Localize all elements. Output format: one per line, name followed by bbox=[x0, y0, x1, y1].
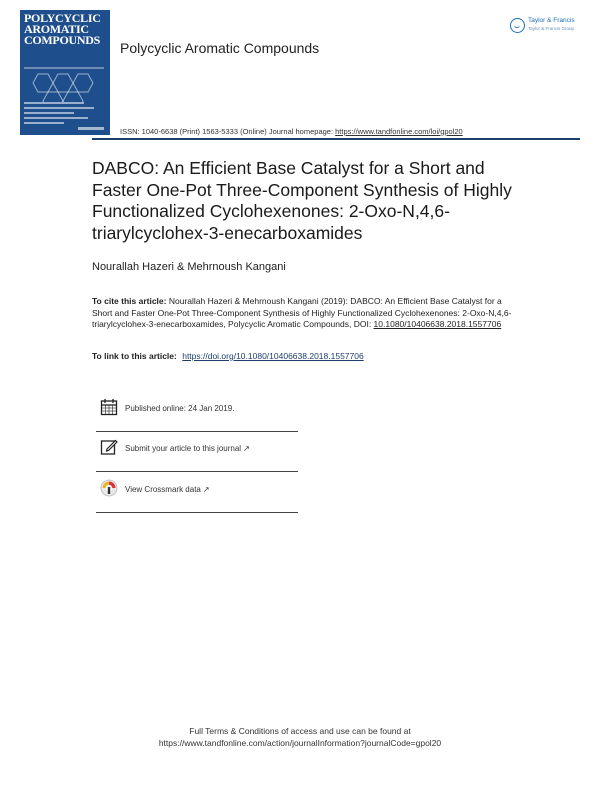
footer-terms bbox=[0, 725, 600, 749]
row-divider bbox=[96, 471, 298, 472]
row-divider bbox=[96, 512, 298, 513]
footer-terms-link[interactable]: https://www.tandfonline.com/action/journalInformation?journalCode=gpol20 bbox=[158, 738, 442, 748]
link-label: To link to this article: bbox=[92, 351, 180, 361]
article-title: DABCO: An Efficient Base Catalyst for a Short and Faster One-Pot Three-Component Synthesis of Highly Functionalized Cyclohexenones: 2-Oxo-N,4,6-triarylcyclohex-3-enecarboxamides bbox=[92, 158, 512, 243]
article-doi-url-link[interactable]: https://doi.org/10.1080/10406638.2018.1557706 bbox=[182, 351, 364, 361]
citation-text: Nourallah Hazeri & Mehrnoush Kangani (2019): DABCO: An Efficient Base Catalyst for a Short and Faster One-Pot Three-Component Synthesis of Highly Functionalized Cyclohexenones: 2-Oxo-N,4,6-triarylcyclohex-3-enecarboxamides, Polycyclic Aromatic Compounds, DOI: bbox=[92, 296, 512, 329]
issn-text: ISSN: 1040-6638 (Print) 1563-5333 (Online) Journal homepage: bbox=[120, 127, 336, 136]
footer-terms-text: Full Terms & Conditions of access and use can be found at bbox=[189, 726, 411, 736]
journal-title: Polycyclic Aromatic Compounds bbox=[120, 40, 320, 56]
crossmark-link[interactable]: View Crossmark data ↗ bbox=[125, 485, 210, 494]
cover-title: POLYCYCLIC AROMATIC COMPOUNDS bbox=[24, 11, 101, 47]
external-link-icon: ↗ bbox=[202, 485, 210, 494]
cover-info-lines bbox=[24, 102, 94, 127]
taylor-francis-logo[interactable] bbox=[510, 16, 582, 36]
submit-article-link[interactable]: Submit your article to this journal ↗ bbox=[125, 444, 250, 453]
journal-cover-image bbox=[20, 10, 110, 135]
header-divider bbox=[92, 138, 580, 140]
taylor-francis-logo-icon bbox=[510, 18, 525, 33]
publisher-name: Taylor & Francis bbox=[528, 17, 575, 24]
external-link-icon: ↗ bbox=[243, 444, 250, 453]
article-link-line bbox=[92, 351, 364, 361]
edit-icon bbox=[100, 438, 118, 456]
hexagon-pattern-icon bbox=[20, 70, 110, 102]
row-divider bbox=[96, 431, 298, 432]
article-authors: Nourallah Hazeri & Mehrnoush Kangani bbox=[92, 261, 286, 273]
published-online-row bbox=[96, 398, 298, 438]
crossmark-row[interactable] bbox=[96, 479, 298, 519]
issn-line bbox=[120, 127, 463, 136]
crossmark-icon bbox=[100, 479, 118, 497]
submit-article-row[interactable] bbox=[96, 438, 298, 478]
journal-homepage-link[interactable]: https://www.tandfonline.com/loi/gpol20 bbox=[335, 127, 463, 136]
publisher-tagline: Taylor & Francis Group bbox=[528, 26, 575, 31]
published-online-label: Published online: 24 Jan 2019. bbox=[125, 404, 235, 413]
doi-link[interactable]: 10.1080/10406638.2018.1557706 bbox=[373, 319, 502, 329]
citation-label: To cite this article: bbox=[92, 296, 167, 306]
citation-block bbox=[92, 296, 512, 331]
calendar-icon bbox=[100, 398, 118, 416]
